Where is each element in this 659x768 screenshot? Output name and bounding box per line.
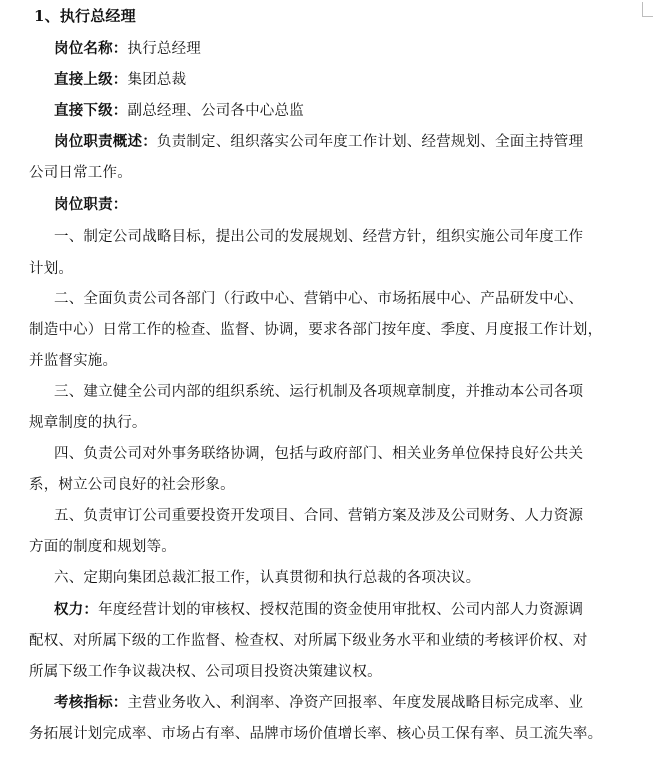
overview-text-continued: 公司日常工作。 — [29, 165, 132, 181]
position-name-label: 岗位名称： — [54, 40, 128, 57]
subordinate-value: 副总经理、公司各中心总监 — [127, 103, 304, 119]
overview-label: 岗位职责概述： — [54, 133, 157, 150]
kpi-text-continued: 务拓展计划完成率、市场占有率、品牌市场价值增长率、核心员工保有率、员工流失率。 — [29, 726, 603, 742]
duty-item-2-continued-2: 并监督实施。 — [29, 353, 118, 369]
overview-text: 负责制定、组织落实公司年度工作计划、经营规划、全面主持管理 — [156, 134, 584, 150]
authority-text-continued: 配权、对所属下级的工作监督、检查权、对所属下级业务水平和业绩的考核评价权、对 — [29, 633, 588, 649]
section-title: 1、执行总经理 — [34, 7, 136, 25]
kpi-row — [54, 693, 583, 713]
duty-item-5-continued: 方面的制度和规划等。 — [29, 539, 176, 555]
kpi-label: 考核指标： — [54, 694, 128, 711]
duty-item-2-continued: 制造中心）日常工作的检查、监督、协调，要求各部门按年度、季度、月度报工作计划， — [29, 322, 603, 338]
authority-row — [54, 600, 583, 620]
authority-text-continued-2: 所属下级工作争议裁决权、公司项目投资决策建议权。 — [29, 664, 382, 680]
duty-item-1: 一、制定公司战略目标，提出公司的发展规划、经营方针，组织实施公司年度工作 — [54, 229, 584, 245]
overview-row — [54, 132, 583, 152]
superior-label: 直接上级： — [54, 71, 128, 88]
duty-item-4-continued: 系，树立公司良好的社会形象。 — [29, 477, 235, 493]
duty-item-5: 五、负责审订公司重要投资开发项目、合同、营销方案及涉及公司财务、人力资源 — [54, 508, 584, 524]
kpi-text: 主营业务收入、利润率、净资产回报率、年度发展战略目标完成率、业 — [127, 695, 584, 711]
subordinate-row — [54, 101, 304, 121]
duty-item-2: 二、全面负责公司各部门（行政中心、营销中心、市场拓展中心、产品研发中心、 — [54, 291, 584, 307]
position-name-row — [54, 39, 201, 59]
duties-label: 岗位职责： — [54, 196, 128, 213]
authority-text: 年度经营计划的审核权、授权范围的资金使用审批权、公司内部人力资源调 — [98, 602, 584, 618]
position-name-value: 执行总经理 — [127, 41, 201, 57]
superior-value: 集团总裁 — [127, 72, 187, 88]
duty-item-3: 三、建立健全公司内部的组织系统、运行机制及各项规章制度，并推动本公司各项 — [54, 384, 584, 400]
duty-item-1-continued: 计划。 — [29, 261, 74, 277]
subordinate-label: 直接下级： — [54, 102, 128, 119]
duty-item-6: 六、定期向集团总裁汇报工作，认真贯彻和执行总裁的各项决议。 — [54, 570, 481, 586]
superior-row — [54, 70, 186, 90]
page-corner-mark — [642, 2, 653, 17]
duty-item-3-continued: 规章制度的执行。 — [29, 415, 147, 431]
duty-item-4: 四、负责公司对外事务联络协调，包括与政府部门、相关业务单位保持良好公共关 — [54, 446, 584, 462]
authority-label: 权力： — [54, 601, 99, 618]
